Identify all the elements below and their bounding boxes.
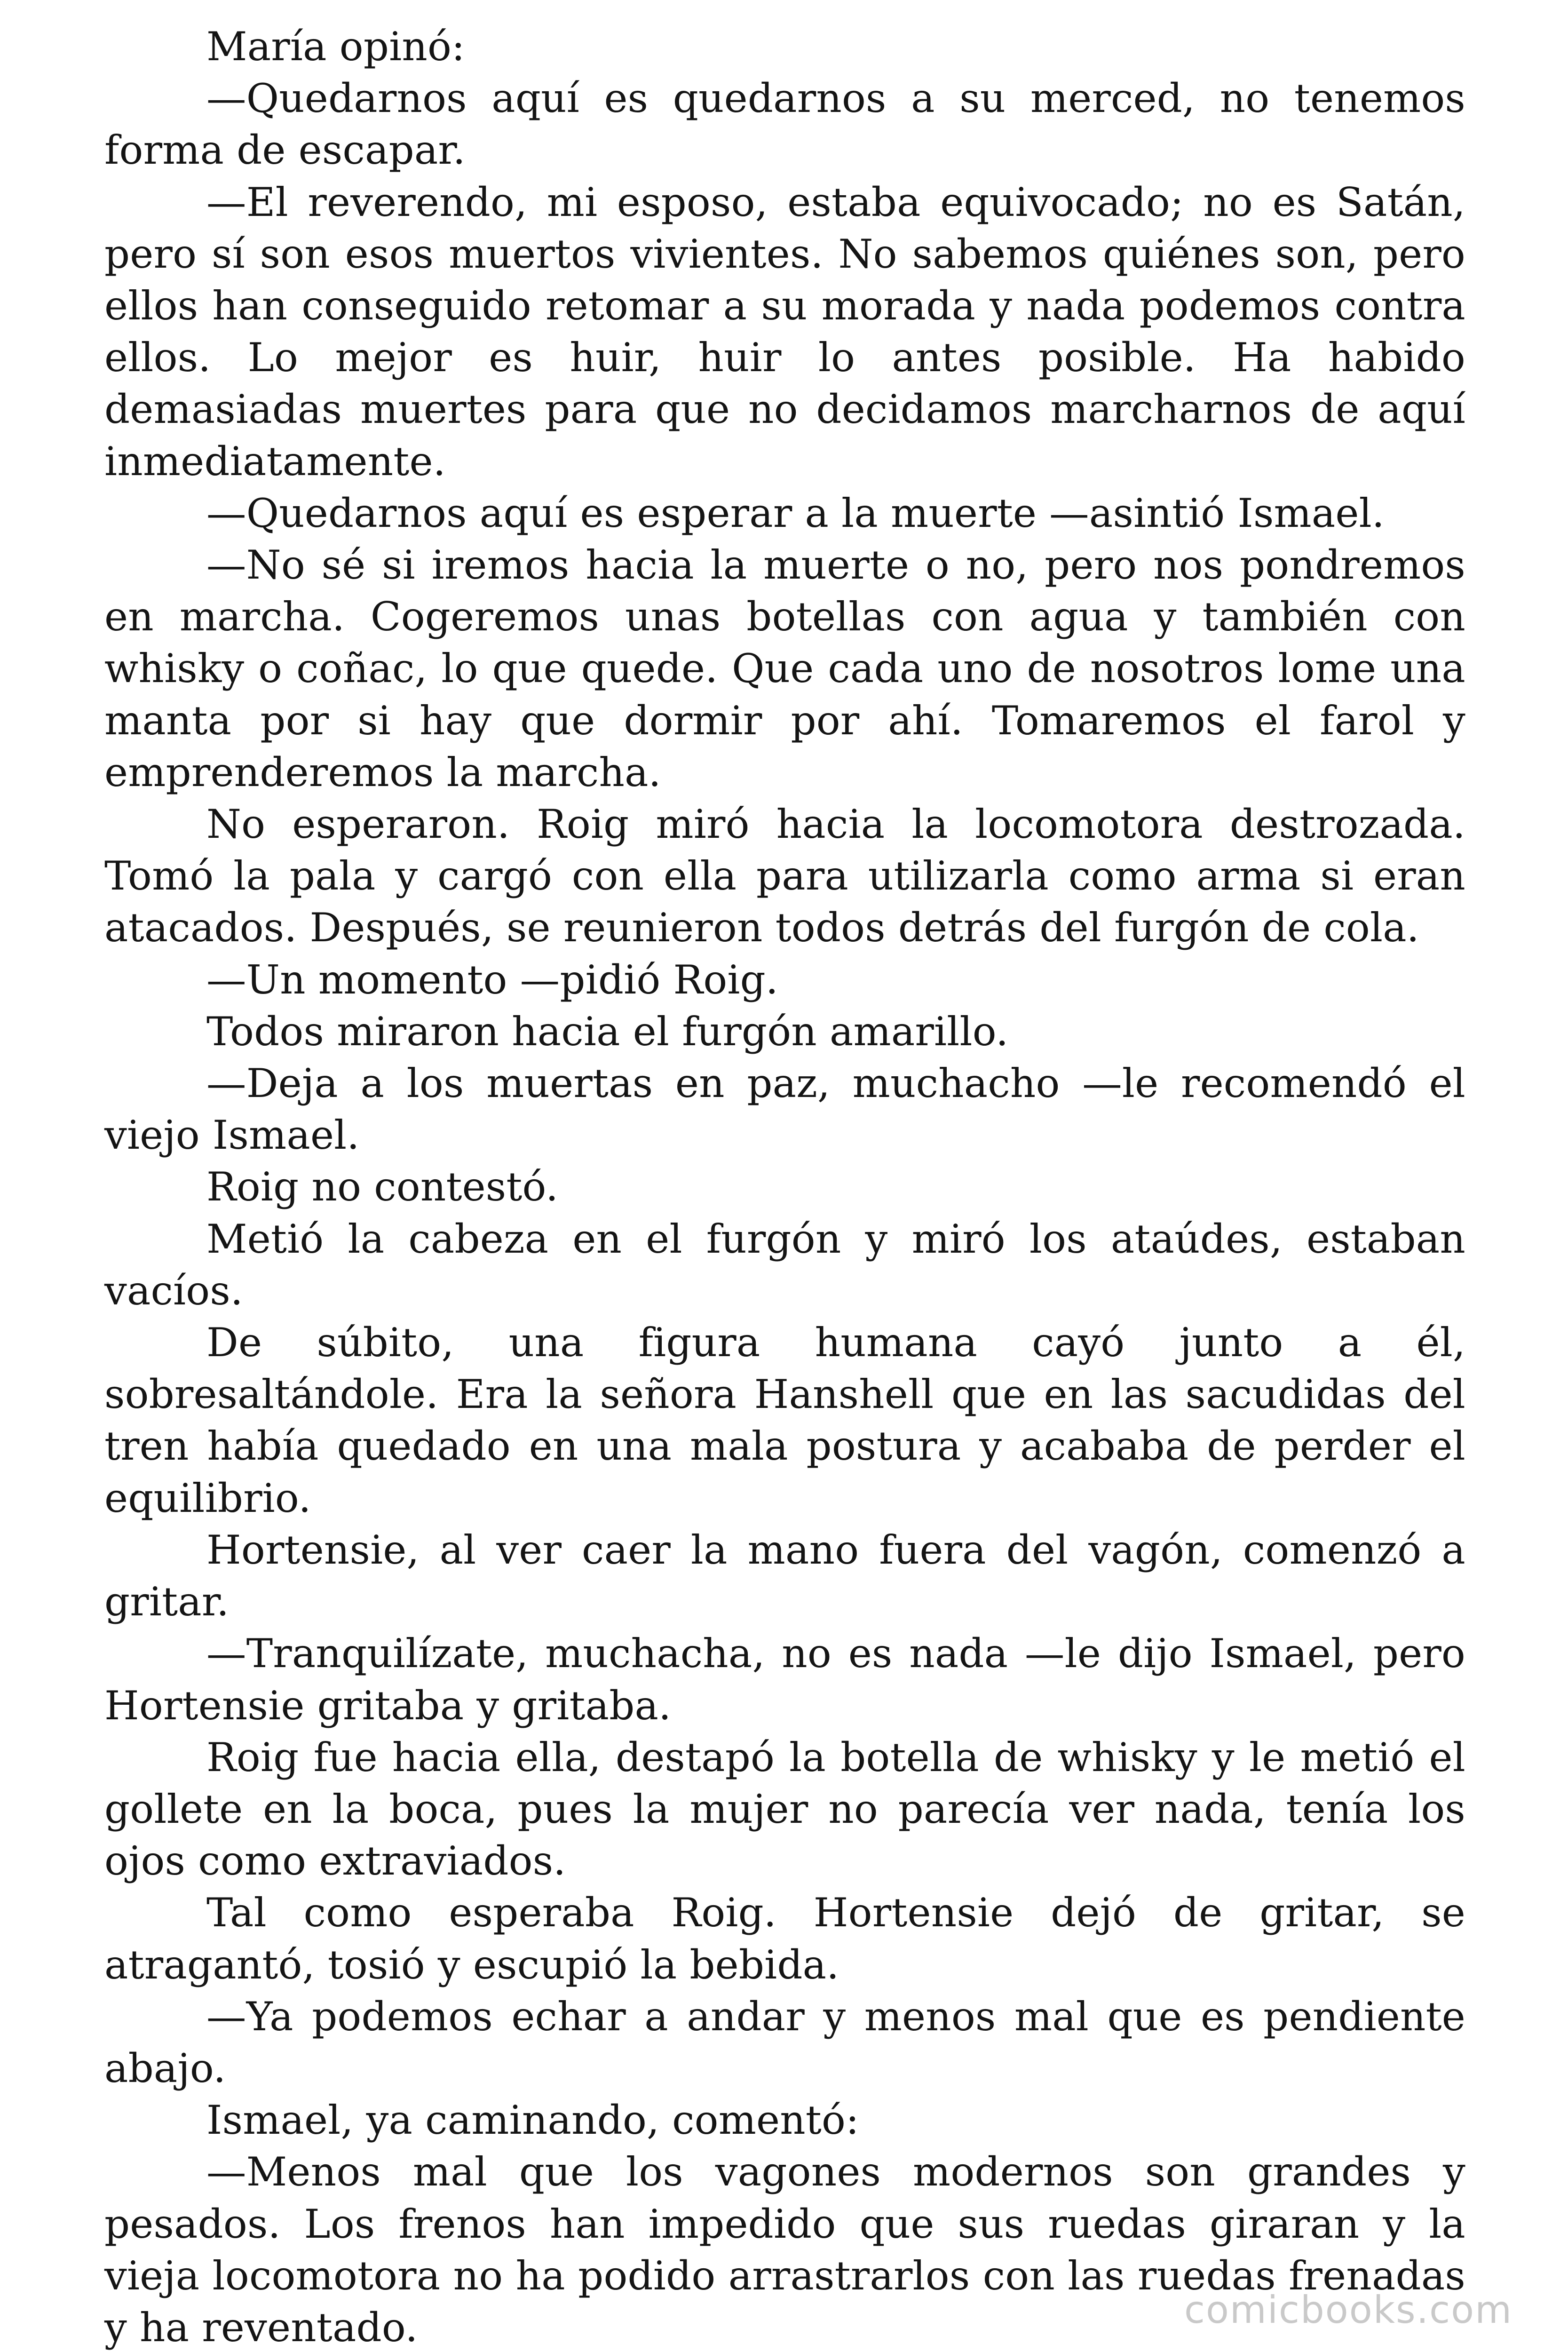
paragraph: —Deja a los muertas en paz, muchacho —le recomendó el viejo Ismael.	[104, 1060, 1465, 1159]
paragraph: Tal como esperaba Roig. Hortensie dejó de gritar, se atragantó, tosió y escupió la bebida.	[104, 1890, 1465, 1988]
book-page-text	[104, 21, 1465, 2352]
paragraph: Roig fue hacia ella, destapó la botella de whisky y le metió el gollete en la boca, pues la mujer no parecía ver nada, tenía los ojos como extraviados.	[104, 1734, 1465, 1884]
paragraph: —Ya podemos echar a andar y menos mal que es pendiente abajo.	[104, 1993, 1465, 2091]
paragraph: —El reverendo, mi esposo, estaba equivocado; no es Satán, pero sí son esos muertos vivientes. No sabemos quiénes son, pero ellos han conseguido retomar a su morada y nada podemos contra ellos. Lo mejor es huir, huir lo antes posible. Ha habido demasiadas muertes para que no decidamos marcharnos de aquí inmediatamente.	[104, 179, 1465, 485]
paragraph: Roig no contestó.	[206, 1164, 559, 1210]
paragraph: María opinó:	[206, 24, 465, 70]
paragraph: —Tranquilízate, muchacha, no es nada —le dijo Ismael, pero Hortensie gritaba y gritaba.	[104, 1630, 1465, 1729]
paragraph: —Quedarnos aquí es quedarnos a su merced, no tenemos forma de escapar.	[104, 75, 1465, 174]
paragraph: —Un momento —pidió Roig.	[206, 956, 778, 1003]
paragraph: De súbito, una figura humana cayó junto a él, sobresaltándole. Era la señora Hanshell que en las sacudidas del tren había quedado en una mala postura y acababa de perder el equilibrio.	[104, 1319, 1465, 1521]
paragraph: —Quedarnos aquí es esperar a la muerte —asintió Ismael.	[206, 490, 1385, 536]
paragraph: Todos miraron hacia el furgón amarillo.	[206, 1008, 1009, 1055]
paragraph: —Menos mal que los vagones modernos son grandes y pesados. Los frenos han impedido que sus ruedas giraran y la vieja locomotora no ha podido arrastrarlos con las ruedas frenadas y ha reventado.	[104, 2149, 1465, 2351]
watermark: comicbooks.com	[1184, 2288, 1513, 2332]
paragraph: Metió la cabeza en el furgón y miró los ataúdes, estaban vacíos.	[104, 1216, 1465, 1314]
paragraph: No esperaron. Roig miró hacia la locomotora destrozada. Tomó la pala y cargó con ella para utilizarla como arma si eran atacados. Después, se reunieron todos detrás del furgón de cola.	[104, 801, 1465, 951]
paragraph: —No sé si iremos hacia la muerte o no, pero nos pondremos en marcha. Cogeremos unas botellas con agua y también con whisky o coñac, lo que quede. Que cada uno de nosotros lome una manta por si hay que dormir por ahí. Tomaremos el farol y emprenderemos la marcha.	[104, 542, 1465, 795]
paragraph: Hortensie, al ver caer la mano fuera del vagón, comenzó a gritar.	[104, 1526, 1465, 1625]
paragraph: Ismael, ya caminando, comentó:	[206, 2097, 859, 2144]
